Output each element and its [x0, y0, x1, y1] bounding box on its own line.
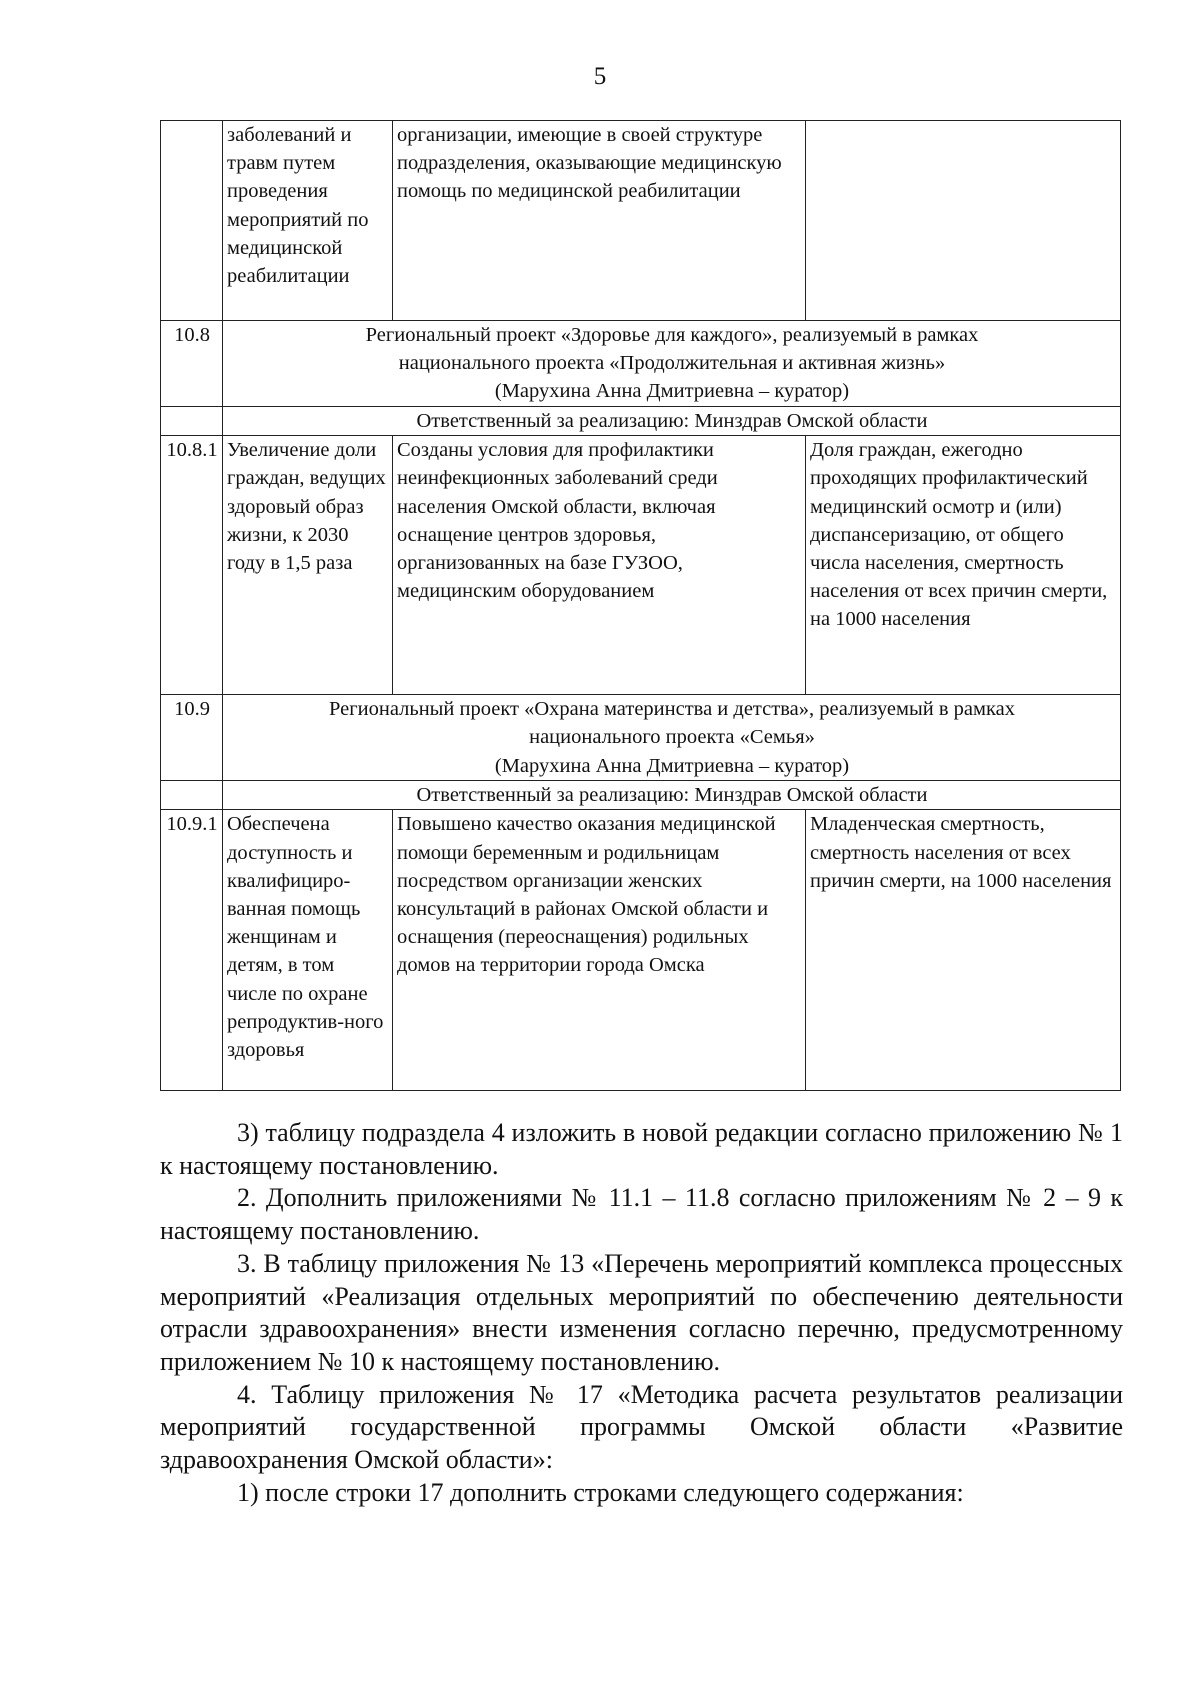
table-row: [161, 121, 1121, 321]
table-cell-goal: заболеваний и травм путем проведения мероприятий по медицинской реабилитации: [223, 121, 393, 321]
project-title-cell: [223, 321, 1121, 407]
table-cell-goal: Обеспечена доступность и квалифициро-ванная помощь женщинам и детям, в том числе по охране репродуктив-ного здоровья: [223, 810, 393, 1091]
project-title-line: национального проекта «Семья»: [529, 726, 815, 749]
table-row-project-10-9: [161, 695, 1121, 781]
table-cell-number: [161, 407, 223, 436]
paragraph: 3) таблицу подраздела 4 изложить в новой редакции согласно приложению № 1 к настоящему постановлению.: [160, 1118, 1123, 1180]
table-cell-result: Созданы условия для профилактики неинфекционных заболеваний среди населения Омской области, включая оснащение центров здоровья, организованных на базе ГУЗОО, медицинским оборудованием: [393, 436, 806, 695]
table-cell-number: [161, 781, 223, 810]
project-title-line: Региональный проект «Охрана материнства и детства», реализуемый в рамках: [329, 698, 1015, 721]
table-cell-number: 10.9.1: [161, 810, 223, 1091]
paragraph: 2. Дополнить приложениями № 11.1 – 11.8 согласно приложениям № 2 – 9 к настоящему постановлению.: [160, 1183, 1123, 1246]
table-cell-indicator: [806, 121, 1121, 321]
table-cell-indicator: Доля граждан, ежегодно проходящих профилактический медицинский осмотр и (или) диспансеризацию, от общего числа населения, смертность населения от всех причин смерти, на 1000 населения: [806, 436, 1121, 695]
table-cell-number: 10.8: [161, 321, 223, 407]
project-curator-line: (Марухина Анна Дмитриевна – куратор): [494, 754, 850, 777]
responsible-cell: Ответственный за реализацию: Минздрав Омской области: [223, 407, 1121, 436]
table-cell-result: Повышено качество оказания медицинской помощи беременным и родильницам посредством организации женских консультаций в районах Омской области и оснащения (переоснащения) родильных домов на территории города Омска: [393, 810, 806, 1091]
table-cell-number: [161, 121, 223, 321]
project-title-cell: [223, 695, 1121, 781]
table-cell-number: 10.9: [161, 695, 223, 781]
page-number: 5: [593, 63, 607, 90]
table-cell-number: 10.8.1: [161, 436, 223, 695]
body-text: [160, 1117, 1123, 1509]
table-cell-result: организации, имеющие в своей структуре подразделения, оказывающие медицинскую помощь по медицинской реабилитации: [393, 121, 806, 321]
table-cell-indicator: Младенческая смертность, смертность населения от всех причин смерти, на 1000 населения: [806, 810, 1121, 1091]
table-row-responsible: [161, 407, 1121, 436]
project-title-line: национального проекта «Продолжительная и активная жизнь»: [398, 352, 946, 375]
paragraph: 4. Таблицу приложения № 17 «Методика расчета результатов реализации мероприятий государственной программы Омской области «Развитие здравоохранения Омской области»:: [160, 1379, 1123, 1475]
paragraph: 1) после строки 17 дополнить строками следующего содержания:: [237, 1477, 964, 1507]
table-row-project-10-8: [161, 321, 1121, 407]
measures-table: [160, 120, 1121, 1091]
responsible-cell: Ответственный за реализацию: Минздрав Омской области: [223, 781, 1121, 810]
paragraph: 3. В таблицу приложения № 13 «Перечень мероприятий комплекса процессных мероприятий «Реализация отдельных мероприятий по обеспечению деятельности отрасли здравоохранения» внести изменения согласно перечню, предусмотренному приложением № 10 к настоящему постановлению.: [160, 1248, 1123, 1376]
table-row-10-8-1: [161, 436, 1121, 695]
project-title-line: Региональный проект «Здоровье для каждого», реализуемый в рамках: [365, 324, 979, 346]
table-row-responsible: [161, 781, 1121, 810]
project-curator-line: (Марухина Анна Дмитриевна – куратор): [494, 380, 850, 403]
table-cell-goal: Увеличение доли граждан, ведущих здоровый образ жизни, к 2030 году в 1,5 раза: [223, 436, 393, 695]
table-row-10-9-1: [161, 810, 1121, 1091]
